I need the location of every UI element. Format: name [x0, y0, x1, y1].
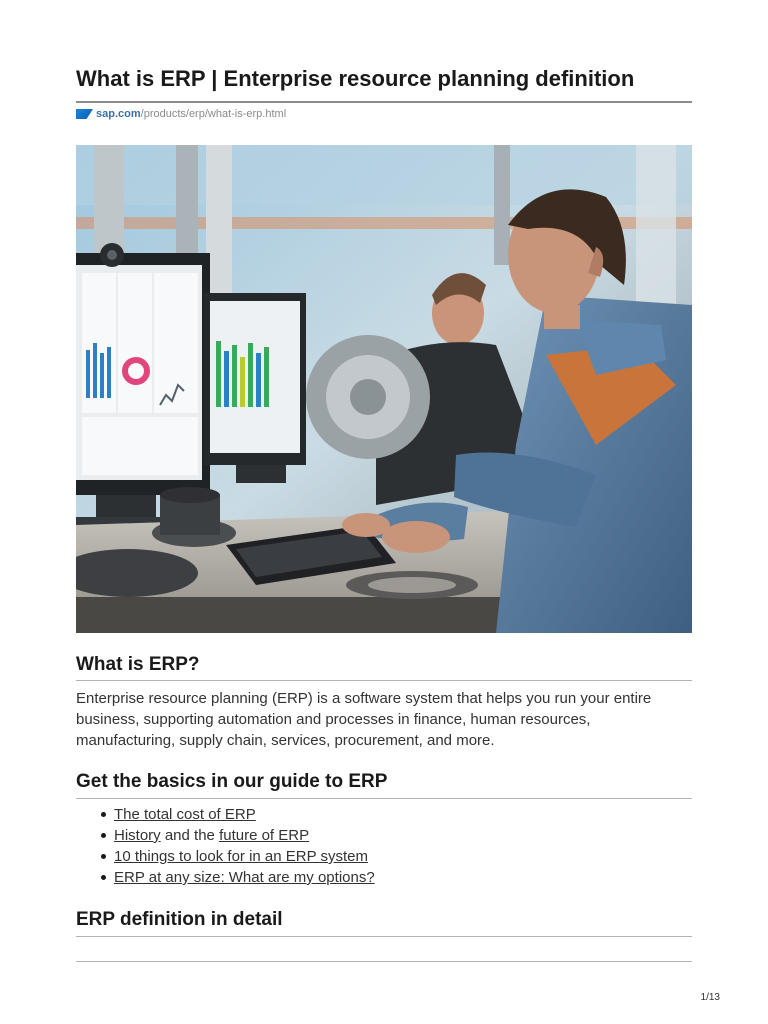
- source-line: [76, 107, 286, 121]
- source-link[interactable]: [96, 108, 286, 120]
- sap-logo: [76, 109, 93, 119]
- section-heading-basics: Get the basics in our guide to ERP: [76, 771, 388, 792]
- source-path: /products/erp/what-is-erp.html: [140, 108, 287, 120]
- page-number: 1/13: [700, 992, 720, 1003]
- future-of-erp-link[interactable]: future of ERP: [219, 827, 310, 844]
- source-domain: sap.com: [96, 108, 141, 120]
- erp-any-size-link[interactable]: ERP at any size: What are my options?: [114, 869, 375, 886]
- ten-things-link[interactable]: 10 things to look for in an ERP system: [114, 848, 369, 865]
- erp-intro-paragraph: Enterprise resource planning (ERP) is a software system that helps you run your entire business, supporting automation and processes in finance, human resources, manufacturing, supply chain, services, procurement, and more.: [76, 690, 652, 749]
- section-divider: [76, 680, 692, 681]
- section-divider: [76, 936, 692, 937]
- section-heading-definition: ERP definition in detail: [76, 909, 283, 930]
- total-cost-link[interactable]: The total cost of ERP: [114, 806, 256, 823]
- list-item-text: and the: [160, 827, 220, 844]
- history-link[interactable]: History: [114, 827, 161, 844]
- guide-link-list: [76, 804, 375, 888]
- list-item: [114, 825, 375, 846]
- section-heading-what-is-erp: What is ERP?: [76, 654, 200, 675]
- title-divider: [76, 101, 692, 103]
- office-workstation-photo: [76, 145, 692, 633]
- list-item: [114, 804, 375, 825]
- section-divider: [76, 798, 692, 799]
- page-title: What is ERP | Enterprise resource planning definition: [76, 66, 635, 91]
- section-divider: [76, 961, 692, 962]
- list-item: [114, 846, 375, 867]
- list-item: [114, 867, 375, 888]
